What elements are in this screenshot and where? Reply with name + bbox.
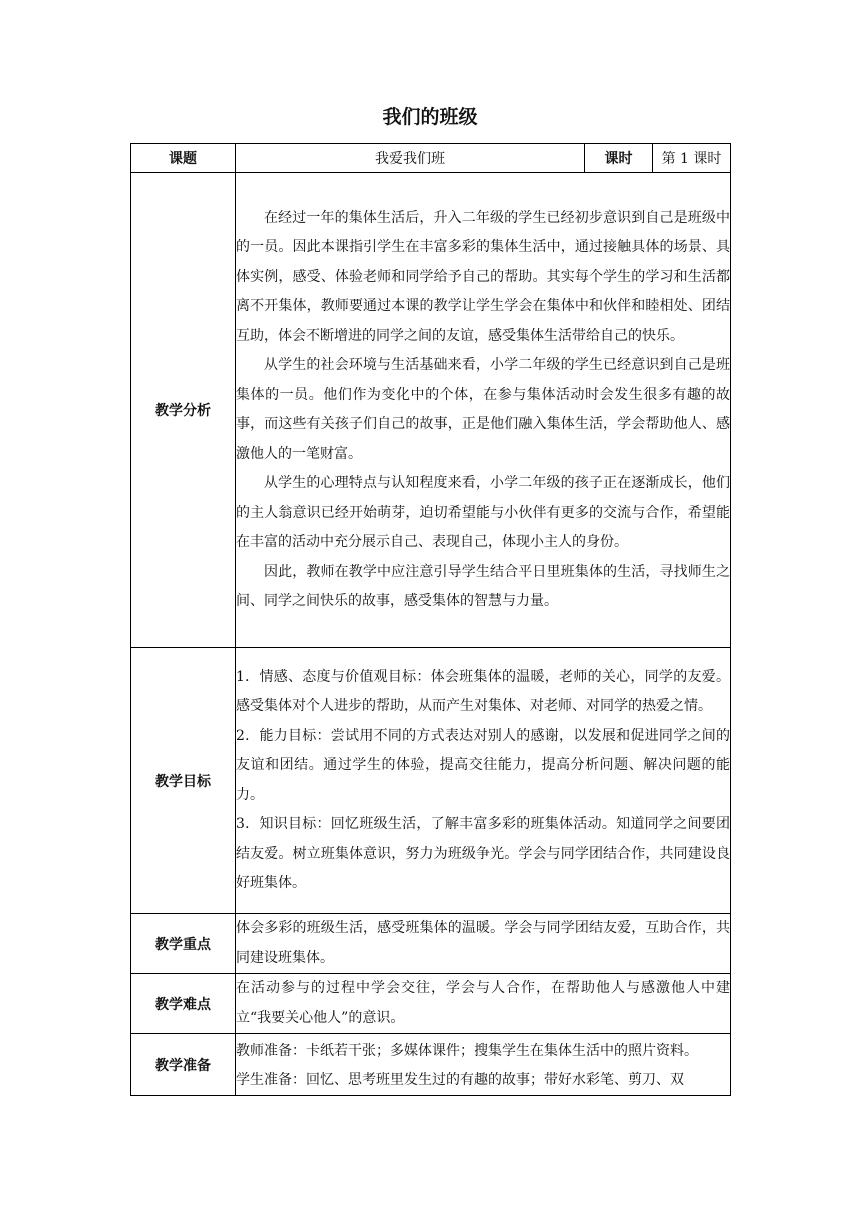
preparation-row — [131, 1034, 731, 1096]
analysis-paragraph-4: 因此，教师在教学中应注意引导学生结合平日里班集体的生活，寻找师生之间、同学之间快乐的故事，感受集体的智慧与力量。 — [236, 563, 730, 609]
objectives-content — [236, 648, 731, 914]
header-row — [131, 144, 731, 173]
key-points-content — [236, 914, 731, 974]
topic-value: 我爱我们班 — [236, 144, 585, 173]
preparation-line-1: 教师准备：卡纸若干张；多媒体课件；搜集学生在集体生活中的照片资料。 — [236, 1042, 698, 1059]
preparation-content — [236, 1034, 731, 1096]
objectives-label: 教学目标 — [131, 648, 236, 914]
analysis-content — [236, 173, 731, 648]
objective-item-2: 2．能力目标：尝试用不同的方式表达对别人的感谢，以发展和促进同学之间的友谊和团结。通过学生的体验，提高交往能力，提高分析问题、解决问题的能力。 — [236, 727, 730, 803]
difficulties-text: 在活动参与的过程中学会交往，学会与人合作，在帮助他人与感激他人中建立“我要关心他人”的意识。 — [236, 980, 730, 1026]
preparation-line-2: 学生准备：回忆、思考班里发生过的有趣的故事；带好水彩笔、剪刀、双 — [236, 1072, 684, 1088]
key-points-row — [131, 914, 731, 974]
objective-item-1: 1．情感、态度与价值观目标：体会班集体的温暖，老师的关心，同学的友爱。感受集体对个人进步的帮助，从而产生对集体、对老师、对同学的热爱之情。 — [236, 668, 730, 714]
preparation-label: 教学准备 — [131, 1034, 236, 1096]
key-points-label: 教学重点 — [131, 914, 236, 974]
objective-item-3: 3．知识目标：回忆班级生活，了解丰富多彩的班集体活动。知道同学之间要团结友爱。树立班集体意识，努力为班级争光。学会与同学团结合作，共同建设良好班集体。 — [236, 816, 730, 891]
analysis-label: 教学分析 — [131, 173, 236, 648]
period-label: 课时 — [585, 144, 653, 173]
objectives-row — [131, 648, 731, 914]
analysis-paragraph-3: 从学生的心理特点与认知程度来看，小学二年级的孩子正在逐渐成长，他们的主人翁意识已经开始萌芽，迫切希望能与小伙伴有更多的交流与合作，希望能在丰富的活动中充分展示自己、表现自己，体现小主人的身份。 — [236, 475, 730, 550]
analysis-paragraph-1: 在经过一年的集体生活后，升入二年级的学生已经初步意识到自己是班级中的一员。因此本课指引学生在丰富多彩的集体生活中，通过接触具体的场景、具体实例，感受、体验老师和同学给予自己的帮助。其实每个学生的学习和生活都离不开集体，教师要通过本课的教学让学生学会在集体中和伙伴和睦相处、团结互助，体会不断增进的同学之间的友谊，感受集体生活带给自己的快乐。 — [236, 209, 730, 344]
difficulties-content — [236, 974, 731, 1034]
lesson-plan-table — [130, 143, 731, 1096]
difficulties-label: 教学难点 — [131, 974, 236, 1034]
key-points-text: 体会多彩的班级生活，感受班集体的温暖。学会与同学团结友爱，互助合作，共同建设班集体。 — [236, 920, 730, 966]
analysis-paragraph-2: 从学生的社会环境与生活基础来看，小学二年级的学生已经意识到自己是班集体的一员。他们作为变化中的个体，在参与集体活动时会发生很多有趣的故事，而这些有关孩子们自己的故事，正是他们融入集体生活，学会帮助他人、感激他人的一笔财富。 — [236, 357, 730, 462]
difficulties-row — [131, 974, 731, 1034]
page-title: 我们的班级 — [382, 106, 478, 128]
topic-label: 课题 — [131, 144, 236, 173]
analysis-row — [131, 173, 731, 648]
period-value: 第 1 课时 — [653, 144, 731, 173]
